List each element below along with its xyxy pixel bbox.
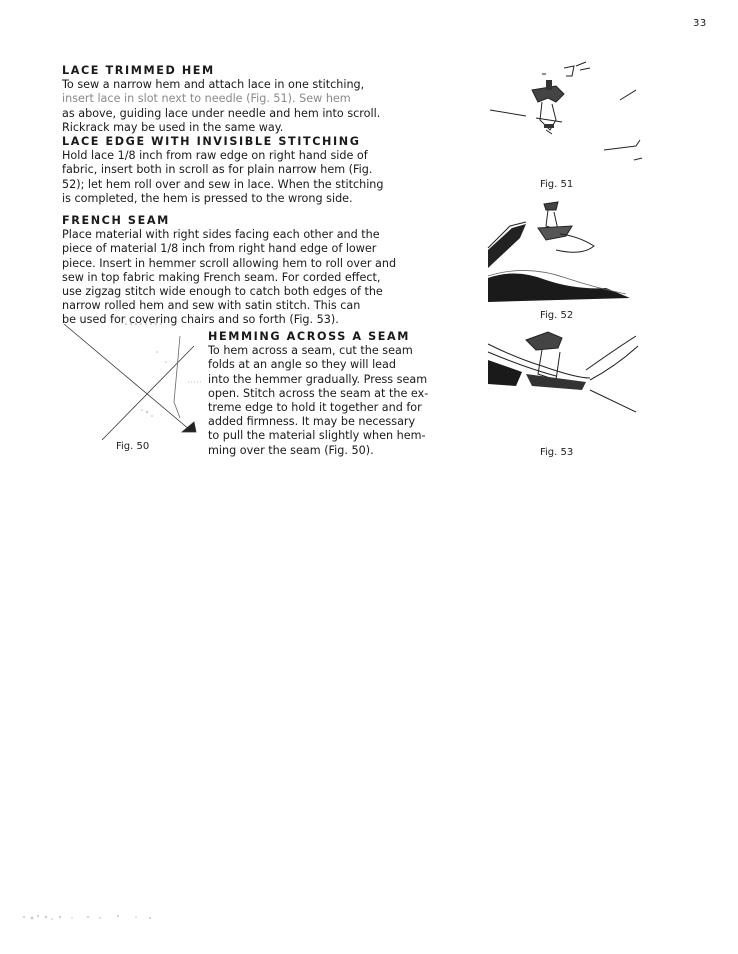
fig53-illustration (486, 330, 640, 430)
fig51-caption: Fig. 51 (540, 179, 574, 190)
lace-edge-line-4: is completed, the hem is pressed to the wrong side. (62, 191, 353, 205)
hemming-line-1: To hem across a seam, cut the seam (208, 344, 413, 358)
lace-edge-line-2: fabric, insert both in scroll as for plain narrow hem (Fig. (62, 163, 373, 177)
lace-trimmed-line-3: as above, guiding lace under needle and hem into scroll. (62, 106, 381, 120)
french-line-1: Place material with right sides facing each other and the (62, 228, 380, 242)
heading-hemming-across-seam: HEMMING ACROSS A SEAM (208, 330, 411, 343)
hemming-line-5: treme edge to hold it together and for (208, 401, 422, 415)
fig52-caption: Fig. 52 (540, 310, 574, 321)
hemming-line-7: to pull the material slightly when hem- (208, 429, 426, 443)
lace-edge-line-1: Hold lace 1/8 inch from raw edge on right hand side of (62, 149, 368, 163)
fig50-caption: Fig. 50 (116, 441, 150, 452)
french-seam-section (62, 214, 460, 328)
lace-edge-line-3: 52); let hem roll over and sew in lace. When the stitching (62, 177, 384, 191)
fig52-illustration (486, 198, 630, 302)
heading-lace-edge-invisible: LACE EDGE WITH INVISIBLE STITCHING (62, 135, 361, 149)
fig53-caption: Fig. 53 (540, 447, 574, 458)
fig51-illustration (486, 60, 646, 170)
heading-lace-trimmed-hem: LACE TRIMMED HEM (62, 64, 215, 77)
hemming-line-3: into the hemmer gradually. Press seam (208, 372, 428, 386)
heading-french-seam: FRENCH SEAM (62, 214, 170, 227)
french-line-5: use zigzag stitch wide enough to catch both edges of the (62, 285, 383, 299)
scan-speckle-decoration (0, 905, 200, 925)
french-line-2: piece of material 1/8 inch from right hand edge of lower (62, 242, 377, 256)
lace-trimmed-line-4: Rickrack may be used in the same way. (62, 120, 284, 134)
french-line-4: sew in top fabric making French seam. For corded effect, (62, 270, 381, 284)
hemming-line-4: open. Stitch across the seam at the ex- (208, 386, 429, 400)
hemming-line-8: ming over the seam (Fig. 50). (208, 443, 374, 457)
french-line-3: piece. Insert in hemmer scroll allowing hem to roll over and (62, 256, 397, 270)
lace-sections (62, 64, 460, 206)
fig50-illustration (62, 322, 208, 440)
hemming-across-seam-section (208, 330, 462, 458)
lace-trimmed-line-2: insert lace in slot next to needle (Fig. 51). Sew hem (62, 92, 351, 106)
hemming-line-6: added firmness. It may be necessary (208, 415, 416, 429)
lace-trimmed-line-1: To sew a narrow hem and attach lace in one stitching, (62, 78, 365, 92)
french-line-7: be used for covering chairs and so forth (Fig. 53). (62, 313, 339, 327)
page-number: 33 (693, 18, 707, 29)
french-line-6: narrow rolled hem and sew with satin stitch. This can (62, 299, 361, 313)
hemming-line-2: folds at an angle so they will lead (208, 358, 397, 372)
